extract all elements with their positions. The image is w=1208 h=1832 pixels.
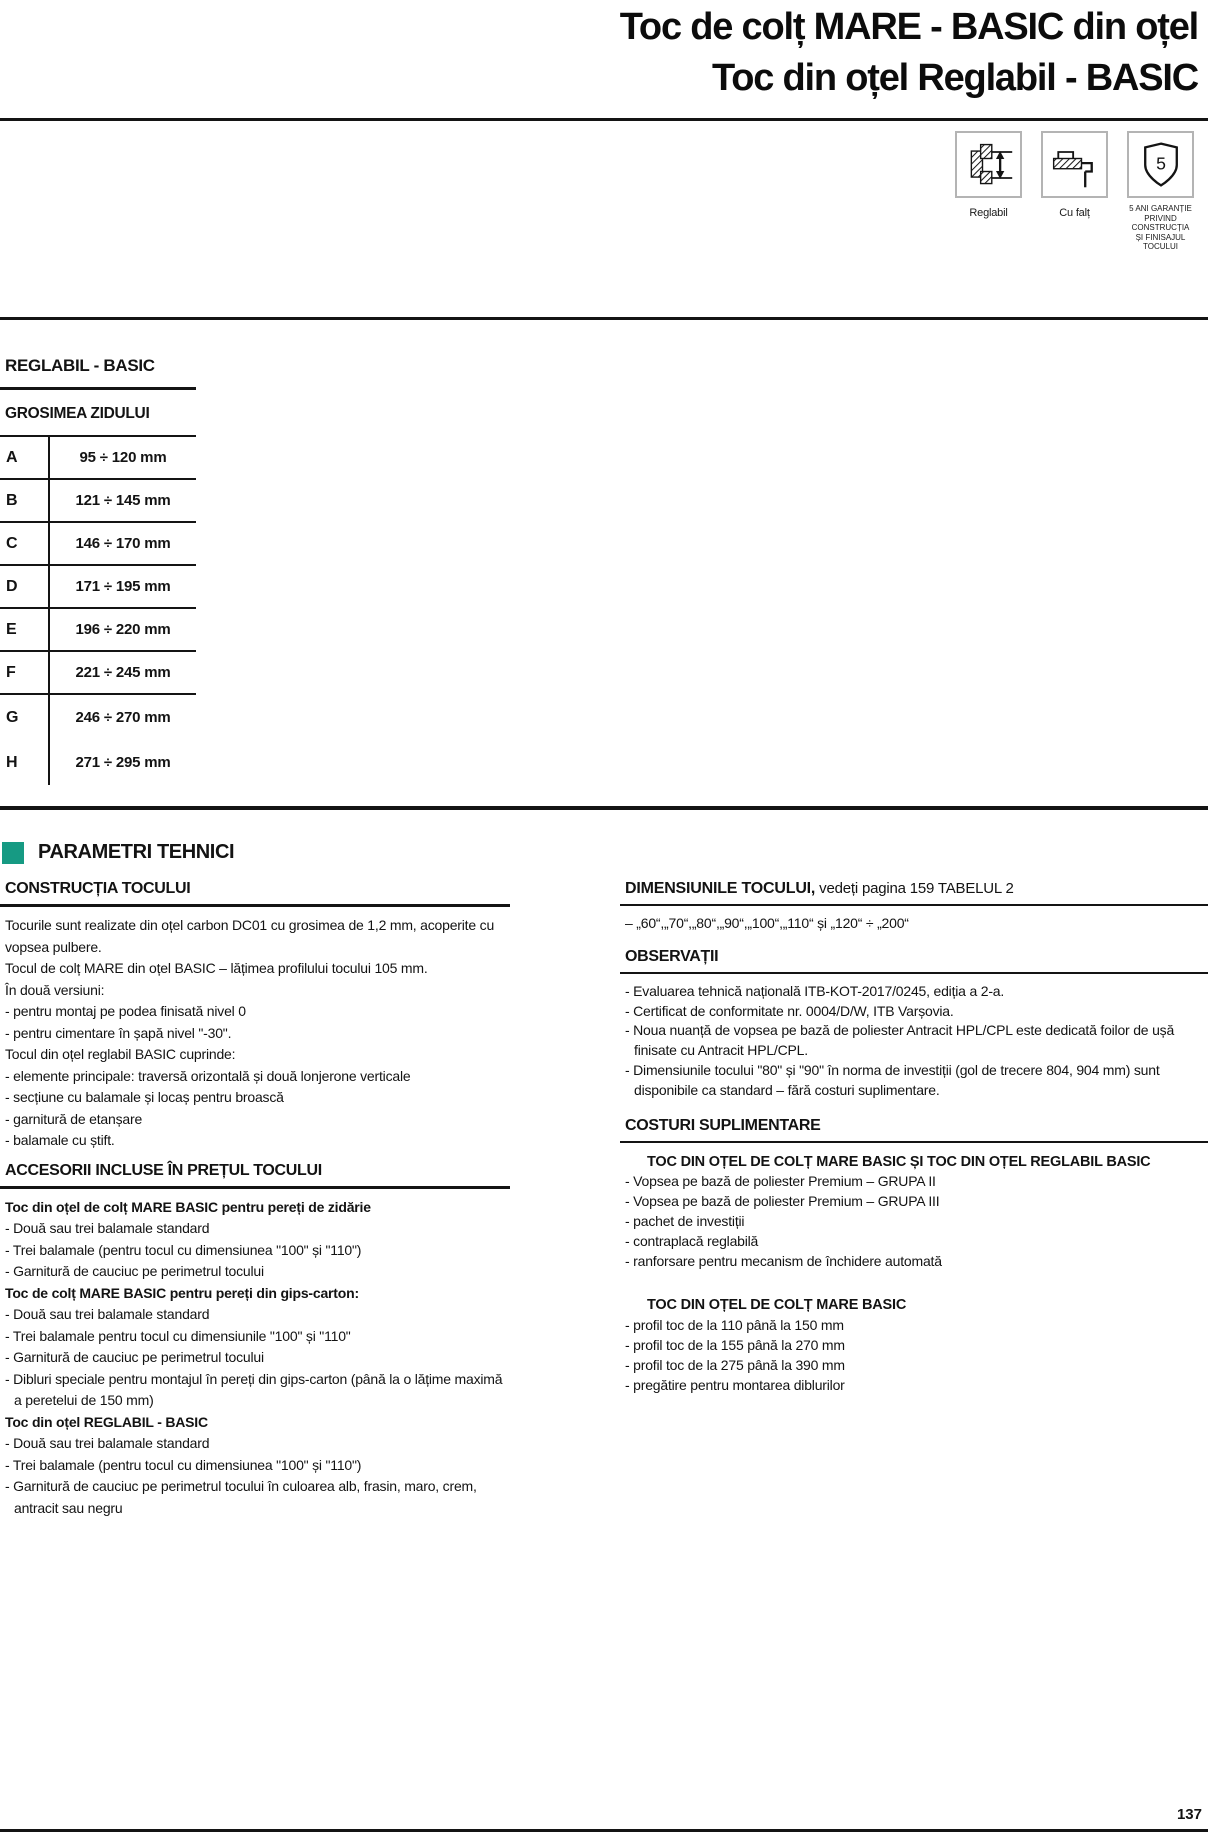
dimensions-heading-bold: DIMENSIUNILE TOCULUI,	[625, 880, 816, 897]
badge-label: 5 ANI GARANȚIE PRIVIND CONSTRUCȚIA ȘI FINISAJUL TOCULUI	[1129, 204, 1192, 251]
table-cell-key: F	[0, 652, 50, 693]
badge-label: Cu falț	[1059, 207, 1090, 219]
badge-warranty	[1127, 131, 1194, 252]
list-item: - Două sau trei balamale standard	[5, 1220, 210, 1236]
dimensions-text	[620, 914, 1208, 934]
extra-costs-text	[620, 1153, 1208, 1396]
list-item: - Dibluri speciale pentru montajul în pereți din gips-carton (până la o lățime maximă a peretelui de 150 mm)	[5, 1370, 503, 1408]
group-title: TOC DIN OȚEL DE COLȚ MARE BASIC ȘI TOC DIN OȚEL REGLABIL BASIC	[647, 1153, 1151, 1170]
list-item: - garnitură de etanșare	[5, 1110, 143, 1127]
page-title-line1: Toc de colț MARE - BASIC din oțel	[619, 6, 1198, 48]
table-cell-value: 171 ÷ 195 mm	[75, 578, 171, 595]
heading-underline	[620, 1141, 1208, 1143]
list-item: - Vopsea pe bază de poliester Premium – GRUPA III	[625, 1193, 940, 1210]
heading-underline	[620, 904, 1208, 906]
dimensions-heading-rest: vedeți pagina 159 TABELUL 2	[815, 880, 1014, 897]
table-title: REGLABIL - BASIC	[5, 356, 155, 375]
table-cell-value: 121 ÷ 145 mm	[75, 492, 171, 509]
list-item: - Evaluarea tehnică națională ITB-KOT-2017/0245, ediția a 2-a.	[625, 982, 1005, 999]
list-item: - balamale cu știft.	[5, 1132, 115, 1148]
list-item: - Dimensiunile tocului "80" și "90" în norma de investiții (gol de trecere 804, 904 mm) sunt disponibile ca standard – fără costuri suplimentare.	[625, 1061, 1160, 1098]
list-item: - profil toc de la 110 până la 150 mm	[625, 1317, 844, 1334]
table-row	[0, 566, 196, 609]
heading-underline	[0, 904, 510, 907]
list-item: - Certificat de conformitate nr. 0004/D/W, ITB Varșovia.	[625, 1002, 954, 1019]
shield-5-icon	[1127, 131, 1194, 198]
list-item: - Garnitură de cauciuc pe perimetrul tocului în culoarea alb, frasin, maro, crem, antracit sau negru	[5, 1478, 477, 1516]
adjustable-frame-icon	[955, 131, 1022, 198]
section-title: PARAMETRI TEHNICI	[38, 841, 235, 863]
shield-5-icon-svg	[1135, 139, 1187, 191]
observations-text	[620, 982, 1208, 1101]
section-header	[2, 841, 234, 864]
list-item: - secțiune cu balamale și locaș pentru broască	[5, 1089, 284, 1105]
accessories-text	[0, 1197, 510, 1520]
list-item: - Trei balamale pentru tocul cu dimensiunile "100" și "110"	[5, 1327, 351, 1344]
badge-cu-falt	[1041, 131, 1108, 252]
group-title: TOC DIN OȚEL DE COLȚ MARE BASIC	[647, 1297, 907, 1314]
adjustable-frame-icon-svg	[963, 139, 1015, 191]
observations-heading: OBSERVAȚII	[625, 947, 719, 965]
accessories-heading: ACCESORII INCLUSE ÎN PREȚUL TOCULUI	[5, 1161, 322, 1179]
table-cell-value: 271 ÷ 295 mm	[75, 754, 171, 771]
badge-reglabil	[955, 131, 1022, 252]
dimensions-heading	[620, 880, 1208, 898]
rebate-profile-icon	[1041, 131, 1108, 198]
table-row	[0, 652, 196, 695]
rebate-profile-icon-svg	[1049, 139, 1101, 191]
badge-label: Reglabil	[969, 207, 1008, 219]
table-cell-value: 196 ÷ 220 mm	[75, 621, 171, 638]
table-cell-key: C	[0, 523, 50, 564]
table-row	[0, 480, 196, 523]
paragraph: În două versiuni:	[5, 981, 105, 998]
list-item: - pentru cimentare în șapă nivel "-30".	[5, 1024, 232, 1041]
construction-heading: CONSTRUCȚIA TOCULUI	[5, 880, 191, 897]
right-column	[620, 880, 1208, 1395]
paragraph: Tocul de colț MARE din oțel BASIC – lățimea profilului tocului 105 mm.	[5, 960, 428, 976]
paragraph: Tocul din oțel reglabil BASIC cuprinde:	[5, 1046, 236, 1062]
group-title: Toc de colț MARE BASIC pentru pereți din gips-carton:	[5, 1284, 359, 1301]
section-accent-square	[2, 842, 24, 864]
list-item: - pentru montaj pe podea finisată nivel 0	[5, 1003, 246, 1019]
table-cell-key: E	[0, 609, 50, 650]
table-row	[0, 609, 196, 652]
table-cell-key: B	[0, 480, 50, 521]
list-item: - pachet de investiții	[625, 1212, 745, 1229]
header-divider	[0, 118, 1208, 121]
list-item: - Noua nuanță de vopsea pe bază de poliester Antracit HPL/CPL este dedicată foilor de ușă finisate cu Antracit HPL/CPL.	[625, 1022, 1175, 1059]
list-item: - Garnitură de cauciuc pe perimetrul tocului	[5, 1349, 264, 1365]
list-item: - pregătire pentru montarea diblurilor	[625, 1376, 845, 1393]
table-cell-value: 221 ÷ 245 mm	[75, 664, 171, 681]
table-row	[0, 695, 196, 740]
table-row	[0, 523, 196, 566]
table-title-underline	[0, 387, 196, 390]
certification-badges	[955, 131, 1194, 252]
section-divider	[0, 806, 1208, 810]
table-cell-key: H	[0, 740, 50, 785]
list-item: - Două sau trei balamale standard	[5, 1306, 210, 1322]
table-cell-key: G	[0, 695, 50, 740]
list-item: - profil toc de la 155 până la 270 mm	[625, 1336, 845, 1353]
group-title: Toc din oțel de colț MARE BASIC pentru pereți de zidărie	[5, 1198, 371, 1215]
page-number: 137	[1176, 1806, 1202, 1823]
section-divider	[0, 317, 1208, 320]
warranty-years: 5	[1155, 153, 1166, 174]
list-item: - elemente principale: traversă orizontală și două lonjerone verticale	[5, 1067, 411, 1084]
page-title	[620, 2, 1198, 104]
list-item: - profil toc de la 275 până la 390 mm	[625, 1356, 845, 1373]
list-item: - Două sau trei balamale standard	[5, 1435, 210, 1451]
table-row	[0, 740, 196, 785]
dimensions-values: – „60“,„70“,„80“,„90“,„100“,„110“ și „120“ ÷ „200“	[625, 915, 909, 931]
list-item: - Vopsea pe bază de poliester Premium – GRUPA II	[625, 1173, 936, 1190]
list-item: - Trei balamale (pentru tocul cu dimensiunea "100" și "110")	[5, 1241, 362, 1258]
table-cell-key: D	[0, 566, 50, 607]
table-subtitle: GROSIMEA ZIDULUI	[5, 405, 150, 422]
left-column	[0, 880, 510, 1519]
extra-costs-heading: COSTURI SUPLIMENTARE	[625, 1116, 821, 1134]
table-cell-value: 95 ÷ 120 mm	[79, 449, 167, 466]
list-item: - ranforsare pentru mecanism de închidere automată	[625, 1252, 942, 1269]
list-item: - Trei balamale (pentru tocul cu dimensiunea "100" și "110")	[5, 1456, 362, 1473]
heading-underline	[0, 1186, 510, 1189]
table-cell-key: A	[0, 437, 50, 478]
table-grid	[0, 435, 196, 785]
list-item: - contraplacă reglabilă	[625, 1232, 759, 1249]
paragraph: Tocurile sunt realizate din oțel carbon DC01 cu grosimea de 1,2 mm, acoperite cu vopsea pulbere.	[5, 917, 495, 955]
heading-underline	[620, 972, 1208, 974]
table-cell-value: 146 ÷ 170 mm	[75, 535, 171, 552]
table-cell-value: 246 ÷ 270 mm	[75, 709, 171, 726]
page-title-line2: Toc din oțel Reglabil - BASIC	[712, 57, 1198, 99]
table-row	[0, 437, 196, 480]
list-item: - Garnitură de cauciuc pe perimetrul tocului	[5, 1263, 264, 1279]
construction-text	[0, 915, 510, 1152]
wall-thickness-table	[0, 356, 196, 785]
group-title: Toc din oțel REGLABIL - BASIC	[5, 1413, 208, 1430]
